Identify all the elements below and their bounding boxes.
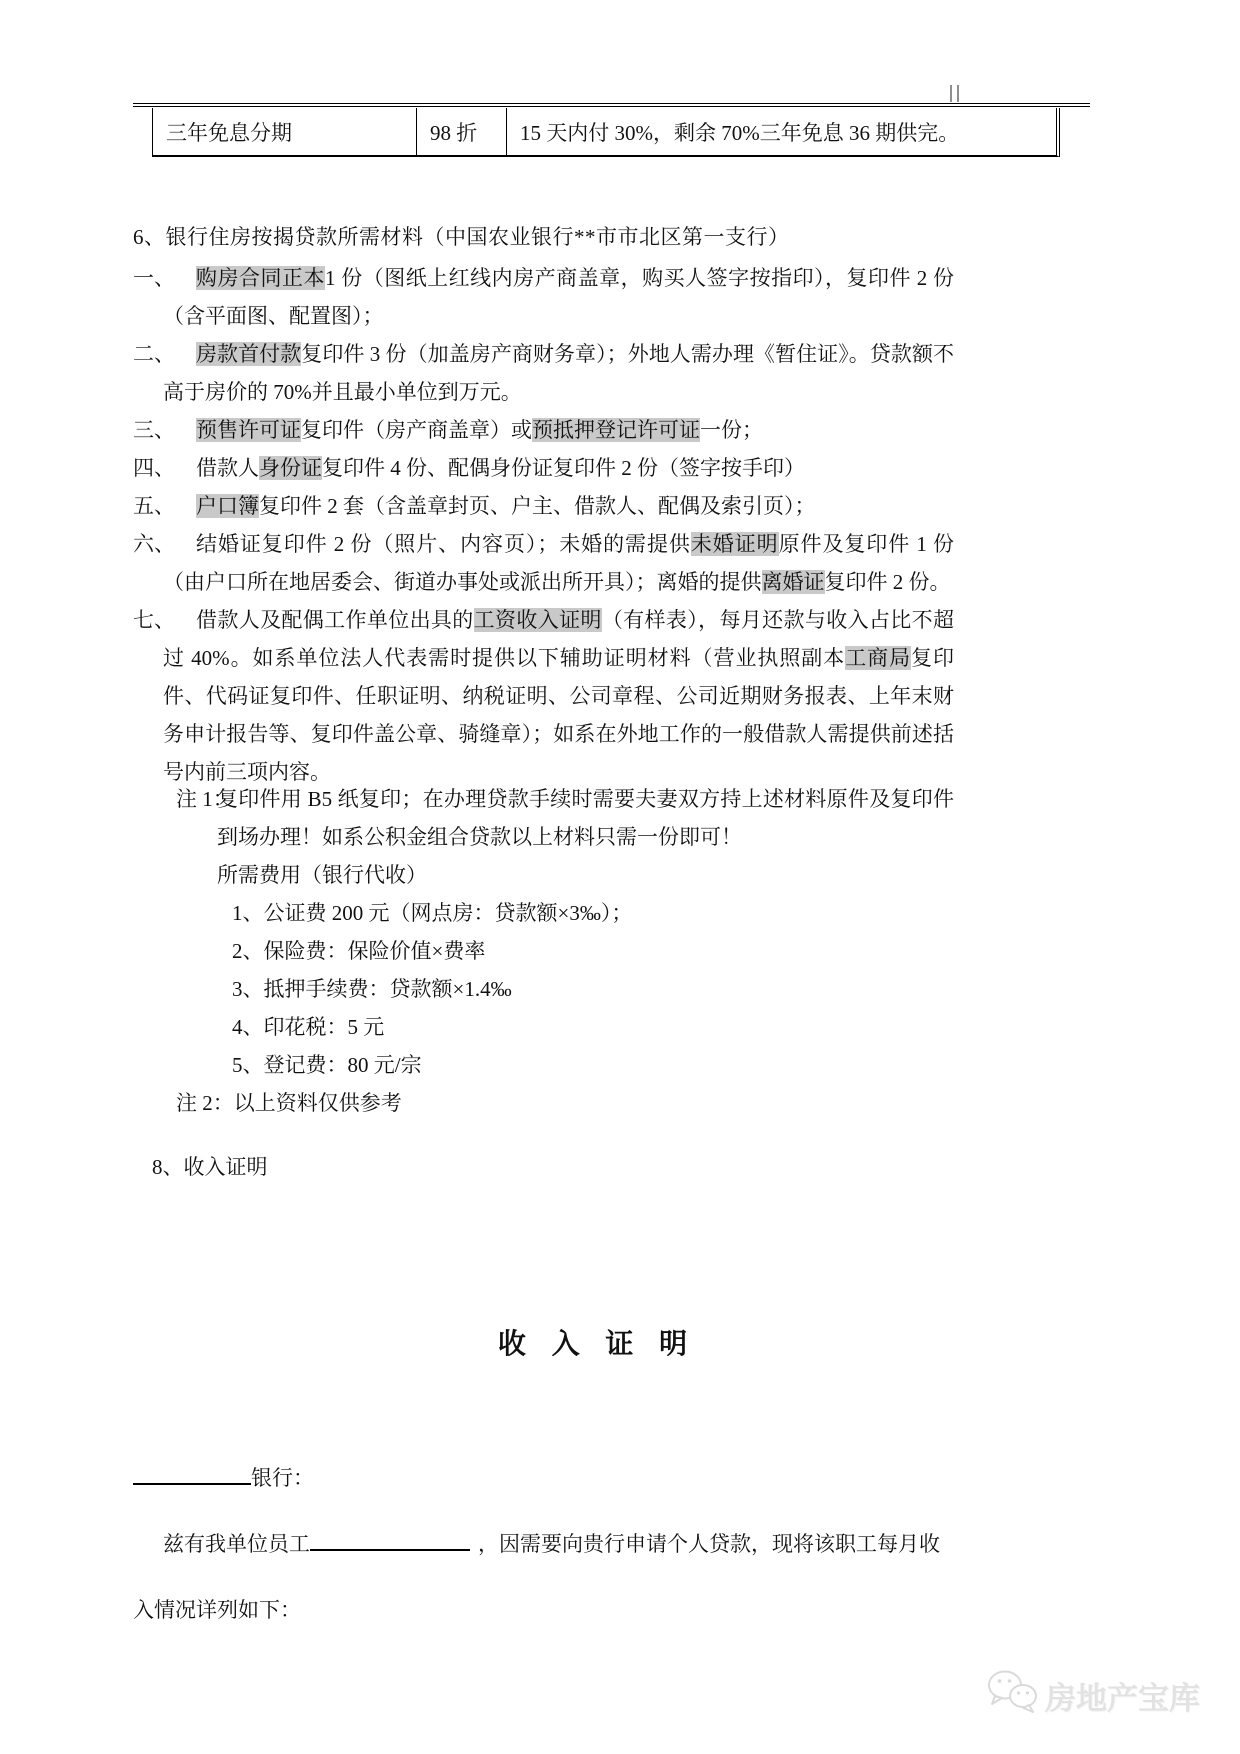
installment-table: [152, 108, 1060, 157]
list-item-1: [133, 259, 954, 335]
fee-item-5: 5、登记费：80 元/宗: [232, 1053, 422, 1077]
list-item-5: [133, 487, 954, 525]
page-edge-marks: [950, 85, 964, 102]
item-marker: 一、: [133, 266, 175, 290]
plan-name-cell: 三年免息分期: [166, 120, 292, 145]
terms-cell: 15 天内付 30%，剩余 70%三年免息 36 期供完。: [506, 108, 1056, 155]
item-text: 房款首付款复印件 3 份（加盖房产商财务章）；外地人需办理《暂住证》。贷款额不高于房价的 70%并且最小单位到万元。: [163, 342, 955, 404]
notes-block: [133, 780, 954, 1122]
bank-label: 银行：: [251, 1466, 314, 1490]
salutation-line: [133, 1445, 955, 1511]
body-suffix: ，因需要向贵行申请个人贷款，现将该职工每月收入情况详列如下：: [133, 1532, 940, 1622]
item-marker: 七、: [133, 608, 175, 632]
employee-name-blank: [310, 1529, 470, 1551]
income-certificate-letter: [133, 1445, 955, 1643]
note-2: 注 2：以上资料仅供参考: [176, 1091, 402, 1115]
section6-heading: 6、银行住房按揭贷款所需材料（中国农业银行**市市北区第一支行）: [133, 225, 790, 249]
watermark-text: 房地产宝库: [1045, 1680, 1200, 1716]
item-text: 预售许可证复印件（房产商盖章）或预抵押登记许可证一份；: [196, 418, 763, 442]
item-marker: 三、: [133, 418, 175, 442]
fees-heading: 所需费用（银行代收）: [217, 863, 427, 887]
fee-item-1: 1、公证费 200 元（网点房：贷款额×3‰）；: [232, 901, 633, 925]
list-item-7: [133, 601, 954, 791]
fee-item-4: 4、印花税：5 元: [232, 1015, 385, 1039]
item-marker: 二、: [133, 342, 175, 366]
fee-item-2: 2、保险费：保险价值×费率: [232, 939, 486, 963]
bank-name-blank: [133, 1463, 251, 1485]
item-text: 户口簿复印件 2 套（含盖章封页、户主、借款人、配偶及索引页）；: [196, 494, 816, 518]
item-marker: 四、: [133, 456, 175, 480]
letter-body: [133, 1511, 955, 1643]
table-outer-top-border: [133, 103, 1090, 107]
watermark: [985, 1668, 1200, 1722]
list-item-2: [133, 335, 954, 411]
section8-heading: 8、收入证明: [152, 1155, 268, 1179]
item-text: 结婚证复印件 2 份（照片、内容页）；未婚的需提供未婚证明原件及复印件 1 份（由户口所在地居委会、街道办事处或派出所开具）；离婚的提供离婚证复印件 2 份。: [163, 532, 955, 594]
item-text: 借款人身份证复印件 4 份、配偶身份证复印件 2 份（签字按手印）: [196, 456, 805, 480]
income-certificate-title: 收 入 证 明: [497, 1328, 697, 1359]
fee-item-3: 3、抵押手续费：贷款额×1.4‰: [232, 977, 512, 1001]
body-prefix: 兹有我单位员工: [163, 1532, 310, 1556]
item-text: 借款人及配偶工作单位出具的工资收入证明（有样表），每月还款与收入占比不超过 40%。如系单位法人代表需时提供以下辅助证明材料（营业执照副本工商局复印件、代码证复印件、任职证明、纳税证明、公司章程、公司近期财务报表、上年末财务申计报告等、复印件盖公章、骑缝章）；如系在外地工作的一般借款人需提供前述括号内前三项内容。: [163, 608, 955, 784]
list-item-4: [133, 449, 954, 487]
discount-cell: 98 折: [416, 108, 506, 155]
item-marker: 六、: [133, 532, 175, 556]
item-text: 购房合同正本1 份（图纸上红线内房产商盖章，购买人签字按指印），复印件 2 份（含平面图、配置图）；: [163, 266, 955, 328]
item-marker: 五、: [133, 494, 175, 518]
wechat-icon: [985, 1668, 1039, 1722]
note-1-label: 注 1：: [176, 787, 234, 811]
note-1-text: 复印件用 B5 纸复印；在办理贷款手续时需要夫妻双方持上述材料原件及复印件到场办理！如系公积金组合贷款以上材料只需一份即可！: [217, 787, 954, 849]
list-item-6: [133, 525, 954, 601]
list-item-3: [133, 411, 954, 449]
note-1: [133, 780, 954, 856]
